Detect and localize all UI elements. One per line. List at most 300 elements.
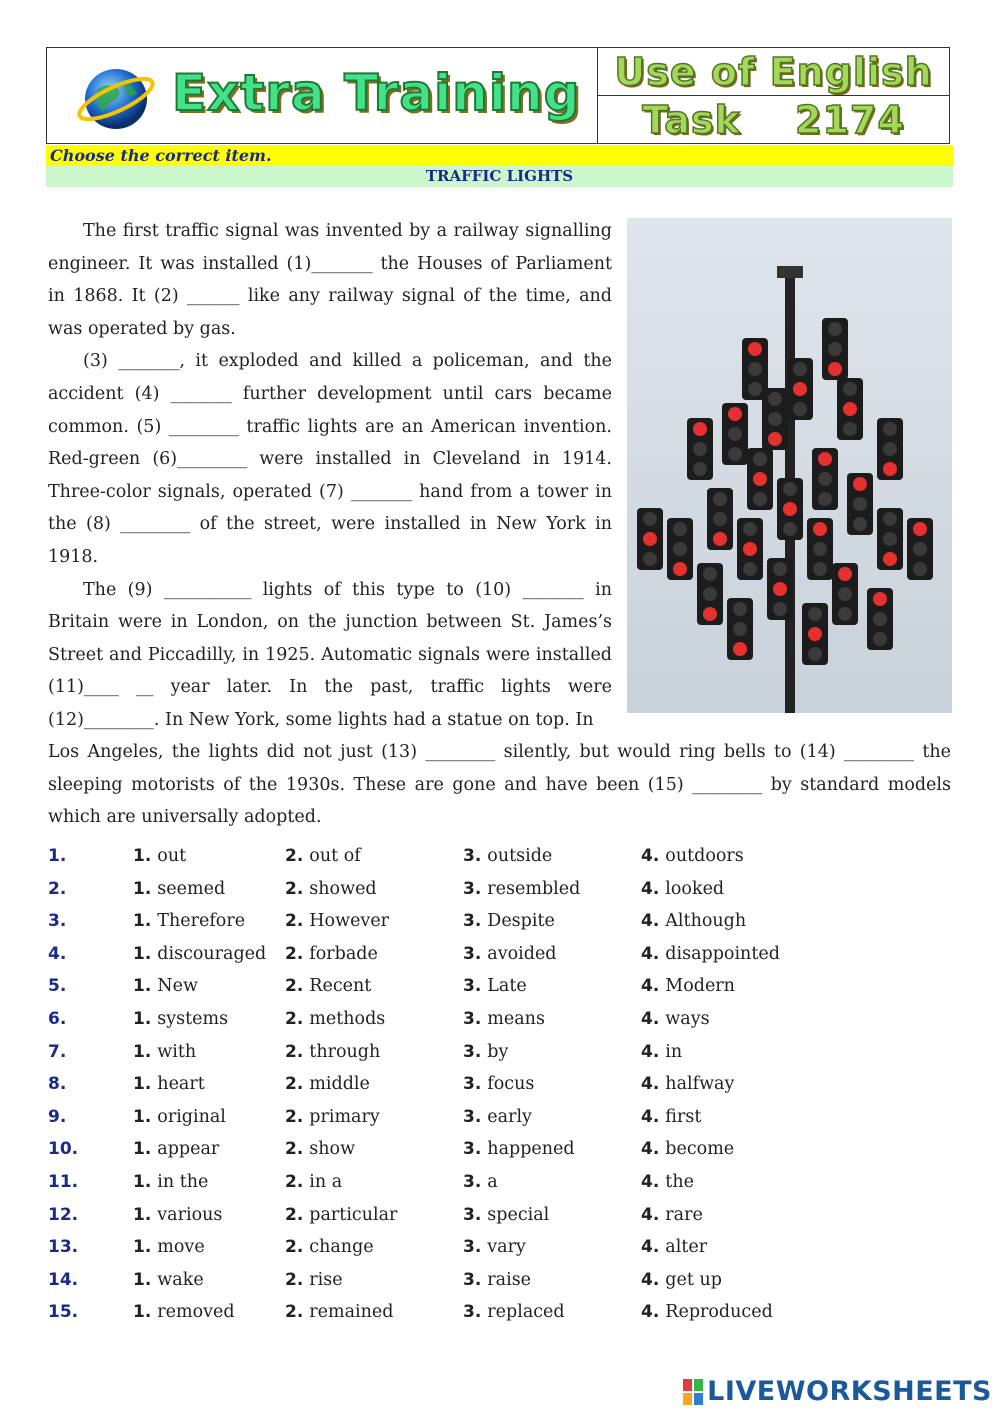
- option-text: happened: [487, 1139, 575, 1160]
- question-row: [48, 1133, 948, 1166]
- answer-option[interactable]: [133, 1003, 228, 1036]
- traffic-light-lamp: [703, 587, 717, 601]
- option-text: show: [309, 1139, 356, 1160]
- option-text: primary: [309, 1106, 380, 1127]
- option-text: move: [157, 1237, 205, 1258]
- traffic-light-lamp: [913, 562, 927, 576]
- option-number: 1.: [133, 878, 152, 899]
- traffic-light-lamp: [913, 542, 927, 556]
- traffic-light-lamp: [808, 607, 822, 621]
- option-text: out: [157, 846, 187, 866]
- traffic-light-lamp: [768, 412, 782, 426]
- question-number: 6.: [48, 1008, 67, 1029]
- liveworksheets-logo-icon: [683, 1379, 703, 1405]
- traffic-light-lamp: [748, 382, 762, 396]
- option-number: 1.: [133, 1204, 152, 1225]
- option-number: 3.: [463, 1269, 482, 1290]
- answer-option[interactable]: [133, 1296, 235, 1329]
- answer-option[interactable]: [641, 905, 746, 938]
- option-number: 1.: [133, 1139, 152, 1160]
- option-number: 4.: [641, 1074, 660, 1095]
- option-number: 1.: [133, 976, 152, 997]
- option-number: 1.: [133, 1106, 152, 1127]
- option-text: replaced: [487, 1302, 565, 1323]
- traffic-light-lamp: [693, 442, 707, 456]
- answer-option[interactable]: [641, 1133, 734, 1166]
- answer-option[interactable]: [133, 1133, 219, 1166]
- option-text: Despite: [487, 911, 555, 932]
- answer-option[interactable]: [285, 873, 377, 906]
- answer-option[interactable]: [641, 970, 735, 1003]
- option-text: resembled: [487, 878, 581, 899]
- option-number: 3.: [463, 1139, 482, 1160]
- answer-option[interactable]: [285, 1199, 397, 1232]
- answer-option[interactable]: [641, 1264, 722, 1297]
- footer-brand-text: LIVEWORKSHEETS: [707, 1376, 992, 1407]
- option-number: 3.: [463, 1237, 482, 1258]
- option-number: 3.: [463, 1074, 482, 1095]
- traffic-light-lamp: [828, 322, 842, 336]
- option-text: heart: [157, 1074, 205, 1095]
- question-number: 8.: [48, 1074, 67, 1095]
- answer-option[interactable]: [133, 1101, 226, 1134]
- option-number: 1.: [133, 1171, 152, 1192]
- answer-option[interactable]: [133, 873, 225, 906]
- answer-option[interactable]: [285, 1166, 342, 1199]
- option-text: systems: [157, 1008, 229, 1029]
- traffic-light-lamp: [643, 512, 657, 526]
- answer-option[interactable]: [285, 1036, 380, 1069]
- question-number: 5.: [48, 976, 67, 997]
- answer-option[interactable]: [463, 1231, 526, 1264]
- question-number: 2.: [48, 878, 67, 899]
- answer-option[interactable]: [463, 970, 527, 1003]
- answer-option[interactable]: [641, 1068, 734, 1101]
- option-text: change: [309, 1237, 374, 1258]
- option-number: 4.: [641, 1302, 660, 1323]
- option-text: New: [157, 976, 198, 997]
- answer-option[interactable]: [641, 1166, 694, 1199]
- question-row: [48, 1264, 948, 1297]
- option-number: 4.: [641, 1041, 660, 1062]
- option-text: outdoors: [665, 846, 744, 866]
- traffic-light-lamp: [838, 587, 852, 601]
- traffic-light-lamp: [808, 627, 822, 641]
- question-row: [48, 970, 948, 1003]
- option-number: 2.: [285, 1008, 304, 1029]
- header-right: [598, 48, 949, 143]
- option-number: 2.: [285, 1106, 304, 1127]
- question-row: [48, 1296, 948, 1329]
- traffic-light-lamp: [673, 522, 687, 536]
- option-number: 2.: [285, 878, 304, 899]
- answer-option[interactable]: [133, 1036, 196, 1069]
- answer-option[interactable]: [641, 1199, 703, 1232]
- traffic-light-lamp: [643, 552, 657, 566]
- traffic-light-lamp: [743, 542, 757, 556]
- option-text: in a: [309, 1171, 343, 1192]
- traffic-light-lamp: [808, 647, 822, 661]
- option-text: looked: [665, 878, 725, 899]
- traffic-light-lamp: [883, 552, 897, 566]
- answer-option[interactable]: [463, 1036, 508, 1069]
- option-number: 1.: [133, 846, 152, 866]
- option-text: removed: [157, 1302, 235, 1323]
- answer-option[interactable]: [463, 873, 580, 906]
- option-text: However: [309, 911, 390, 932]
- option-text: in the: [157, 1171, 209, 1192]
- option-number: 4.: [641, 878, 660, 899]
- traffic-lights-photo: [627, 218, 952, 713]
- option-text: first: [665, 1106, 702, 1127]
- option-number: 2.: [285, 1269, 304, 1290]
- question-row: [48, 1101, 948, 1134]
- option-number: 2.: [285, 976, 304, 997]
- option-text: Recent: [309, 976, 372, 997]
- answer-option[interactable]: [285, 938, 378, 971]
- question-number: 11.: [48, 1171, 79, 1192]
- answer-option[interactable]: [133, 938, 266, 971]
- option-text: seemed: [157, 878, 226, 899]
- traffic-light-lamp: [853, 477, 867, 491]
- option-number: 3.: [463, 1041, 482, 1062]
- question-row: [48, 1068, 948, 1101]
- option-number: 2.: [285, 846, 304, 866]
- option-text: middle: [309, 1074, 370, 1095]
- question-row: [48, 1166, 948, 1199]
- traffic-light-lamp: [743, 562, 757, 576]
- answer-option[interactable]: [641, 1003, 710, 1036]
- question-row: [48, 1036, 948, 1069]
- option-text: Modern: [665, 976, 735, 997]
- traffic-light-lamp: [883, 422, 897, 436]
- option-text: rare: [665, 1204, 703, 1225]
- option-number: 2.: [285, 1171, 304, 1192]
- globe-icon: [75, 62, 157, 132]
- answer-option[interactable]: [285, 1068, 370, 1101]
- traffic-light-lamp: [693, 422, 707, 436]
- option-text: focus: [487, 1074, 535, 1095]
- option-text: appear: [157, 1139, 220, 1160]
- question-number: 10.: [48, 1139, 79, 1160]
- traffic-light-lamp: [828, 342, 842, 356]
- option-number: 1.: [133, 1041, 152, 1062]
- option-number: 3.: [463, 846, 482, 866]
- question-number: 12.: [48, 1204, 79, 1225]
- answer-option[interactable]: [463, 1101, 532, 1134]
- traffic-light-lamp: [813, 562, 827, 576]
- traffic-light-lamp: [673, 542, 687, 556]
- option-text: Late: [487, 976, 527, 997]
- traffic-light-lamp: [913, 522, 927, 536]
- traffic-light-lamp: [773, 602, 787, 616]
- traffic-light-lamp: [753, 472, 767, 486]
- answer-option[interactable]: [463, 938, 557, 971]
- traffic-light-lamp: [713, 532, 727, 546]
- option-number: 3.: [463, 976, 482, 997]
- answer-option[interactable]: [285, 840, 361, 873]
- answer-option[interactable]: [641, 1101, 701, 1134]
- option-number: 3.: [463, 878, 482, 899]
- answer-option[interactable]: [285, 1101, 380, 1134]
- answer-option[interactable]: [641, 840, 744, 873]
- answer-option[interactable]: [463, 1296, 565, 1329]
- answer-option[interactable]: [641, 1231, 707, 1264]
- answer-option[interactable]: [133, 840, 186, 873]
- answer-option[interactable]: [641, 873, 724, 906]
- traffic-light-lamp: [748, 362, 762, 376]
- option-text: forbade: [309, 943, 378, 964]
- traffic-light-lamp: [713, 512, 727, 526]
- option-text: means: [487, 1008, 545, 1029]
- traffic-light-lamp: [703, 607, 717, 621]
- traffic-light-lamp: [703, 567, 717, 581]
- answer-option[interactable]: [463, 840, 552, 873]
- traffic-light-lamp: [748, 342, 762, 356]
- header-box: [46, 47, 950, 144]
- option-text: out of: [309, 846, 361, 866]
- option-number: 1.: [133, 911, 152, 932]
- answer-option[interactable]: [285, 1264, 343, 1297]
- option-number: 4.: [641, 1139, 660, 1160]
- question-row: [48, 938, 948, 971]
- option-number: 3.: [463, 1204, 482, 1225]
- answer-option[interactable]: [463, 1003, 545, 1036]
- answer-option[interactable]: [641, 1296, 773, 1329]
- passage-top: [48, 215, 612, 737]
- topic-title: TRAFFIC LIGHTS: [46, 166, 953, 187]
- traffic-light-lamp: [768, 392, 782, 406]
- traffic-light-lamp: [733, 602, 747, 616]
- option-number: 1.: [133, 1269, 152, 1290]
- traffic-light-lamp: [843, 382, 857, 396]
- option-text: get up: [665, 1269, 722, 1290]
- option-text: various: [157, 1204, 223, 1225]
- traffic-light-lamp: [793, 402, 807, 416]
- option-number: 4.: [641, 1269, 660, 1290]
- traffic-light-lamp: [743, 522, 757, 536]
- question-row: [48, 1199, 948, 1232]
- answer-option[interactable]: [641, 938, 780, 971]
- traffic-light-lamp: [753, 452, 767, 466]
- option-number: 4.: [641, 1106, 660, 1127]
- answer-option[interactable]: [463, 1166, 498, 1199]
- traffic-light-lamp: [843, 402, 857, 416]
- answer-option[interactable]: [133, 1166, 208, 1199]
- option-number: 3.: [463, 1008, 482, 1029]
- traffic-light-lamp: [873, 632, 887, 646]
- passage-paragraph-2: (3) _______, it exploded and killed a policeman, and the accident (4) _______ further development until cars became common. (5) ________ traffic lights are an American invention. Red-green (6)________ were installed in Cleveland in 1914. Three-color signals, operated (7) _______ hand from a tower in the (8) ________ of the street, were installed in New York in 1918.: [48, 351, 612, 567]
- option-number: 4.: [641, 976, 660, 997]
- option-text: particular: [309, 1204, 398, 1225]
- option-number: 3.: [463, 911, 482, 932]
- footer-brand: [683, 1376, 992, 1407]
- passage-bottom: [48, 736, 951, 834]
- option-number: 4.: [641, 846, 660, 866]
- traffic-light-lamp: [828, 362, 842, 376]
- question-number: 14.: [48, 1269, 79, 1290]
- header-right-top: [598, 48, 949, 95]
- question-number: 3.: [48, 911, 67, 932]
- traffic-light-lamp: [883, 442, 897, 456]
- option-text: ways: [665, 1008, 710, 1029]
- traffic-light-lamp: [883, 532, 897, 546]
- question-number: 13.: [48, 1237, 79, 1258]
- question-row: [48, 905, 948, 938]
- passage-paragraph-1: The first traffic signal was invented by a railway signalling engineer. It was installed (1)_______ the Houses of Parliament in 1868. It (2) ______ like any railway signal of the time, and was operated by gas.: [48, 221, 612, 339]
- instruction-bar: Choose the correct item.: [46, 145, 953, 166]
- option-text: disappointed: [665, 943, 780, 964]
- option-text: by: [487, 1041, 509, 1062]
- option-text: raise: [487, 1269, 532, 1290]
- option-number: 3.: [463, 1106, 482, 1127]
- traffic-light-lamp: [873, 592, 887, 606]
- option-number: 2.: [285, 1302, 304, 1323]
- title-task-number: Task 2174: [642, 97, 905, 142]
- answer-option[interactable]: [463, 1068, 534, 1101]
- traffic-light-lamp: [853, 517, 867, 531]
- traffic-light-lamp: [773, 582, 787, 596]
- option-number: 1.: [133, 1008, 152, 1029]
- traffic-light-lamp: [813, 542, 827, 556]
- traffic-light-lamp: [793, 362, 807, 376]
- question-row: [48, 1231, 948, 1264]
- traffic-light-lamp: [643, 532, 657, 546]
- question-row: [48, 1003, 948, 1036]
- option-text: through: [309, 1041, 381, 1062]
- option-text: Therefore: [157, 911, 246, 932]
- answer-option[interactable]: [463, 1264, 531, 1297]
- answer-option[interactable]: [133, 1231, 205, 1264]
- option-number: 2.: [285, 911, 304, 932]
- answer-option[interactable]: [463, 1133, 575, 1166]
- answer-option[interactable]: [133, 1068, 205, 1101]
- traffic-light-lamp: [838, 607, 852, 621]
- answer-option[interactable]: [285, 1003, 385, 1036]
- option-number: 4.: [641, 1204, 660, 1225]
- answer-option[interactable]: [285, 905, 389, 938]
- option-text: remained: [309, 1302, 394, 1323]
- option-text: Reproduced: [665, 1302, 773, 1323]
- title-use-of-english: Use of English: [614, 49, 933, 94]
- traffic-light-lamp: [818, 452, 832, 466]
- option-number: 4.: [641, 911, 660, 932]
- answer-option[interactable]: [285, 970, 371, 1003]
- option-text: in: [665, 1041, 683, 1062]
- option-text: rise: [309, 1269, 343, 1290]
- option-text: methods: [309, 1008, 386, 1029]
- option-text: wake: [157, 1269, 204, 1290]
- traffic-light-lamp: [838, 567, 852, 581]
- question-number: 15.: [48, 1302, 79, 1323]
- option-text: become: [665, 1139, 735, 1160]
- answer-option[interactable]: [133, 970, 198, 1003]
- option-number: 3.: [463, 943, 482, 964]
- option-text: halfway: [665, 1074, 735, 1095]
- traffic-light-lamp: [768, 432, 782, 446]
- option-number: 2.: [285, 943, 304, 964]
- option-text: showed: [309, 878, 377, 899]
- traffic-light-lamp: [843, 422, 857, 436]
- passage-paragraph-3: The (9) __________ lights of this type to (10) _______ in Britain were in London, on the junction between St. James’s Street and Piccadilly, in 1925. Automatic signals were installed (11)____ __ year later. In the past, traffic lights were (12)________. In New York, some lights had a statue on top. In: [48, 579, 612, 730]
- option-text: Although: [665, 911, 747, 932]
- traffic-light-lamp: [793, 382, 807, 396]
- traffic-light-lamp: [883, 512, 897, 526]
- option-text: early: [487, 1106, 532, 1127]
- option-text: alter: [665, 1237, 708, 1258]
- traffic-light-lamp: [818, 492, 832, 506]
- question-number: 1.: [48, 846, 67, 866]
- traffic-light-lamp: [693, 462, 707, 476]
- passage-paragraph-4: Los Angeles, the lights did not just (13) ________ silently, but would ring bells to (14) ________ the sleeping motorists of the 1930s. These are gone and have been (15) ________ by standard models which are universally adopted.: [48, 742, 951, 828]
- traffic-light-lamp: [783, 482, 797, 496]
- question-number: 4.: [48, 943, 67, 964]
- option-text: vary: [487, 1237, 526, 1258]
- option-number: 2.: [285, 1139, 304, 1160]
- traffic-light-lamp: [883, 462, 897, 476]
- answer-option[interactable]: [285, 1296, 393, 1329]
- answer-option[interactable]: [133, 1264, 204, 1297]
- option-number: 1.: [133, 1302, 152, 1323]
- traffic-light-lamp: [728, 447, 742, 461]
- traffic-light-lamp: [813, 522, 827, 536]
- option-number: 4.: [641, 1237, 660, 1258]
- answer-option[interactable]: [285, 1133, 355, 1166]
- option-number: 2.: [285, 1204, 304, 1225]
- header-right-bottom: [598, 95, 949, 143]
- question-row: [48, 873, 948, 906]
- answer-option[interactable]: [641, 1036, 682, 1069]
- option-text: special: [487, 1204, 550, 1225]
- option-number: 4.: [641, 943, 660, 964]
- traffic-light-lamp: [713, 492, 727, 506]
- traffic-light-lamp: [818, 472, 832, 486]
- option-text: discouraged: [157, 943, 267, 964]
- traffic-light-lamp: [773, 562, 787, 576]
- option-number: 2.: [285, 1237, 304, 1258]
- option-number: 2.: [285, 1074, 304, 1095]
- option-number: 2.: [285, 1041, 304, 1062]
- option-number: 1.: [133, 1074, 152, 1095]
- traffic-light-lamp: [873, 612, 887, 626]
- question-row: [48, 840, 948, 873]
- option-text: outside: [487, 846, 553, 866]
- question-number: 9.: [48, 1106, 67, 1127]
- option-text: the: [665, 1171, 694, 1192]
- option-number: 3.: [463, 1302, 482, 1323]
- traffic-light-lamp: [728, 407, 742, 421]
- answer-options: [48, 840, 948, 1329]
- traffic-light-lamp: [673, 562, 687, 576]
- header-left: [47, 48, 598, 143]
- answer-option[interactable]: [133, 905, 245, 938]
- title-extra-training: Extra Training: [172, 64, 581, 122]
- traffic-light-lamp: [783, 522, 797, 536]
- traffic-light-lamp: [733, 622, 747, 636]
- option-number: 1.: [133, 1237, 152, 1258]
- traffic-light-lamp: [753, 492, 767, 506]
- answer-option[interactable]: [133, 1199, 222, 1232]
- option-text: avoided: [487, 943, 557, 964]
- option-text: a: [487, 1171, 498, 1192]
- option-number: 4.: [641, 1171, 660, 1192]
- option-number: 3.: [463, 1171, 482, 1192]
- answer-option[interactable]: [463, 905, 555, 938]
- answer-option[interactable]: [285, 1231, 374, 1264]
- traffic-light-lamp: [853, 497, 867, 511]
- option-text: original: [157, 1106, 226, 1127]
- answer-option[interactable]: [463, 1199, 549, 1232]
